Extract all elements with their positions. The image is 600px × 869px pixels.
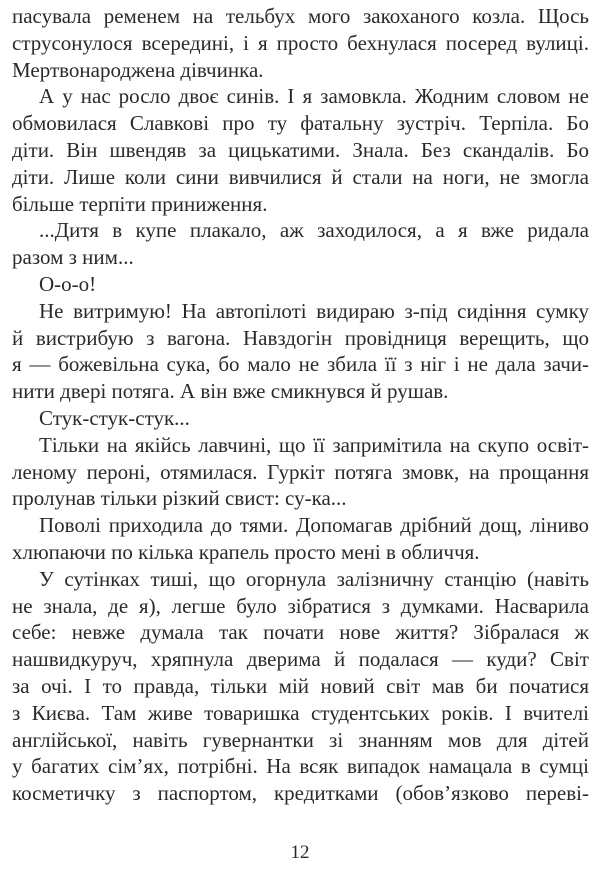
text-line: не знала, де я), легше було зібратися з думками. Насварила [12,593,589,618]
text-line: Мертвонароджена дівчинка. [12,57,264,82]
text-line: діти. Лише коли сини вивчилися й стали на ноги, не змогла [12,164,589,189]
text-line: англійської, навіть гувернантки зі знанням мов для дітей [12,727,589,752]
page-body-text [12,3,589,807]
text-line: Поволі приходила до тями. Допомагав дрібний дощ, ліниво [39,513,589,538]
text-line: пролунав тільки різкий свист: су-ка... [12,486,347,511]
text-line: хлюпаючи по кілька крапель просто мені в обличчя. [12,539,480,564]
text-line: з Києва. Там живе товаришка студентських років. І вчителі [12,700,589,725]
text-line: більше терпіти приниження. [12,191,268,216]
text-line: О-о-о! [39,271,97,296]
text-line: Не витримую! На автопілоті видираю з-під сидіння сумку [39,298,589,323]
text-line: нити двері потяга. А він вже смикнувся й рушав. [12,379,449,404]
text-line: ...Дитя в купе плакало, аж заходилося, а я вже ридала [39,218,589,243]
text-line: У сутінках тиші, що огорнула залізничну станцію (навіть [39,566,589,591]
text-line: струсонулося всередині, і я просто бехнулася посеред вулиці. [12,30,589,55]
text-line: я — божевільна сука, бо мало не збила її з ніг і не дала зачи- [12,352,589,377]
page-number: 12 [290,842,310,863]
text-line: косметичку з паспортом, кредитками (обов’язково переві- [12,781,589,806]
text-line: разом з ним... [12,245,134,270]
text-line: за очі. І то правда, тільки мій новий світ мав би початися [12,673,589,698]
text-line: себе: невже думала так почати нове життя? Зібралася ж [12,620,589,645]
text-line: обмовилася Славкові про ту фатальну зустріч. Терпіла. Бо [12,111,589,136]
text-line: й вистрибую з вагона. Навздогін провідниця верещить, що [12,325,589,350]
text-line: Тільки на якійсь лавчині, що її запримітила на скупо освіт- [39,432,589,457]
text-line: пасувала ременем на тельбух мого закоханого козла. Щось [12,4,589,28]
text-line: нашвидкуруч, хряпнула дверима й подалася — куди? Світ [12,647,589,672]
text-line: діти. Він швендяв за цицькатими. Знала. Без скандалів. Бо [12,137,589,162]
text-line: А у нас росло двоє синів. І я замовкла. Жодним словом не [39,84,589,109]
text-line: леному пероні, отямилася. Гуркіт потяга змовк, на прощання [12,459,589,484]
text-line: Стук-стук-стук... [39,405,190,430]
text-line: у багатих сім’ях, потрібні. На всяк випадок намацала в сумці [12,754,589,779]
